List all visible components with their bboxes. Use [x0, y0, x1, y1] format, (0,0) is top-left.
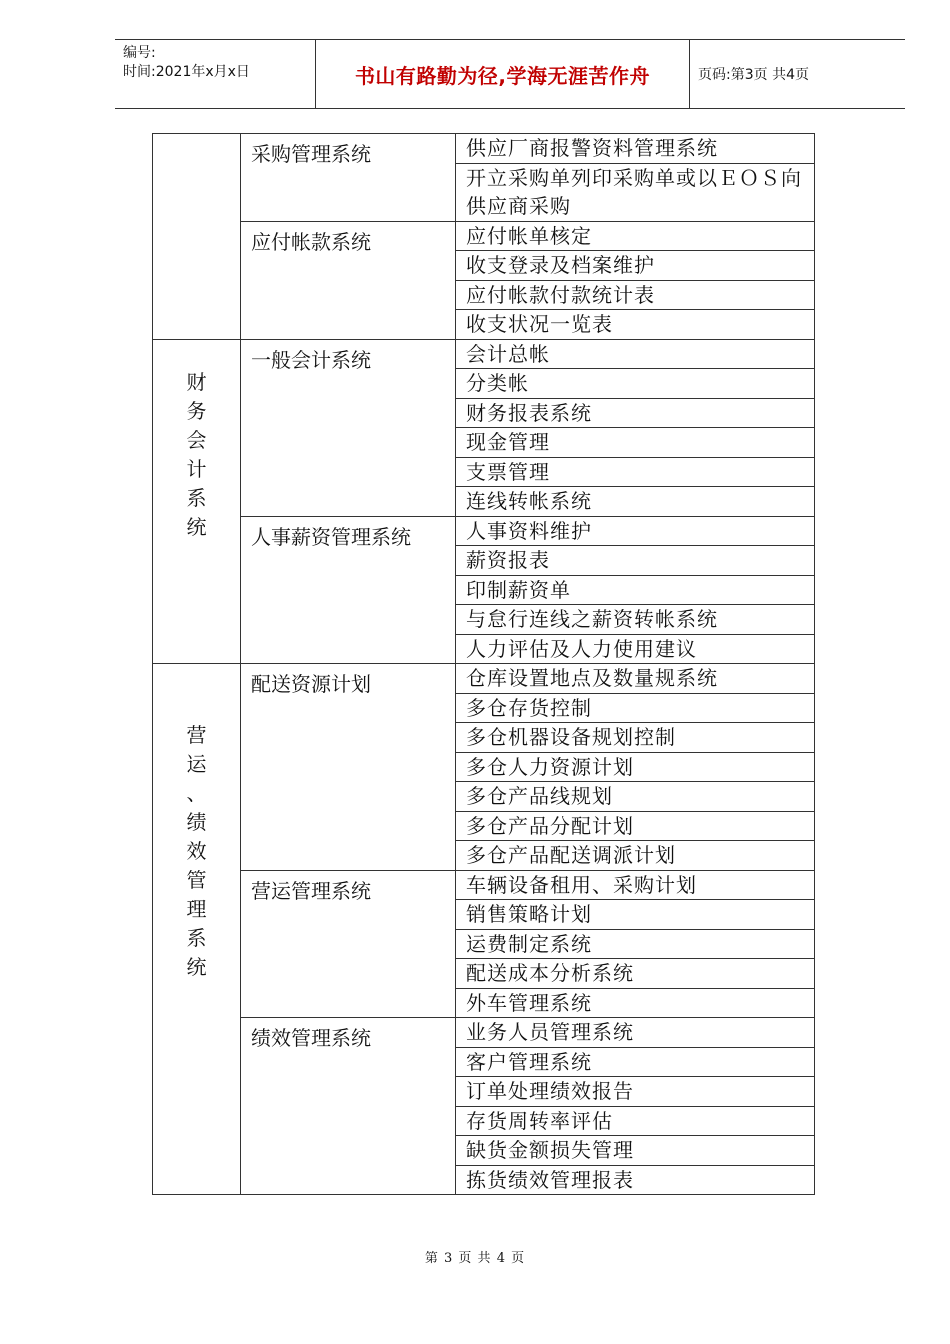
function-item: 多仓机器设备规划控制: [456, 723, 815, 753]
function-item: 多仓产品配送调派计划: [456, 841, 815, 871]
function-item: 收支登录及档案维护: [456, 251, 815, 281]
function-item: 多仓存货控制: [456, 693, 815, 723]
subsystem-cell: 应付帐款系统: [241, 221, 456, 339]
function-item: 与怠行连线之薪资转帐系统: [456, 605, 815, 635]
function-item: 供应厂商报警资料管理系统: [456, 134, 815, 164]
function-item: 运费制定系统: [456, 929, 815, 959]
category-cell: [153, 134, 241, 340]
function-item: 存货周转率评估: [456, 1106, 815, 1136]
function-item: 现金管理: [456, 428, 815, 458]
time-label: 时间:2021年x月x日: [123, 64, 250, 80]
table-row: [153, 1018, 815, 1048]
subsystem-cell: 采购管理系统: [241, 134, 456, 222]
function-item: 开立采购单列印采购单或以ＥＯＳ向供应商采购: [456, 163, 815, 221]
subsystem-cell: 绩效管理系统: [241, 1018, 456, 1195]
function-item: 会计总帐: [456, 339, 815, 369]
system-table: [152, 133, 815, 1195]
header-motto: 书山有路勤为径,学海无涯苦作舟: [316, 40, 690, 108]
function-item: 分类帐: [456, 369, 815, 399]
subsystem-cell: 配送资源计划: [241, 664, 456, 871]
category-cell: [153, 664, 241, 1195]
table-row: [153, 221, 815, 251]
table-row: [153, 870, 815, 900]
category-cell: [153, 339, 241, 664]
function-item: 多仓产品分配计划: [456, 811, 815, 841]
function-item: 收支状况一览表: [456, 310, 815, 340]
function-item: 外车管理系统: [456, 988, 815, 1018]
category-label: 营 运 、 绩 效 管 理 系 统: [186, 723, 207, 979]
function-item: 连线转帐系统: [456, 487, 815, 517]
function-item: 配送成本分析系统: [456, 959, 815, 989]
function-item: 应付帐款付款统计表: [456, 280, 815, 310]
function-item: 人力评估及人力使用建议: [456, 634, 815, 664]
subsystem-cell: 人事薪资管理系统: [241, 516, 456, 664]
function-item: 销售策略计划: [456, 900, 815, 930]
header-meta: [115, 40, 316, 108]
function-item: 人事资料维护: [456, 516, 815, 546]
function-item: 业务人员管理系统: [456, 1018, 815, 1048]
function-item: 缺货金额损失管理: [456, 1136, 815, 1166]
function-item: 订单处理绩效报告: [456, 1077, 815, 1107]
subsystem-cell: 一般会计系统: [241, 339, 456, 516]
function-item: 薪资报表: [456, 546, 815, 576]
header-page-info: 页码:第3页 共4页: [698, 67, 809, 83]
function-item: 拣货绩效管理报表: [456, 1165, 815, 1195]
function-item: 财务报表系统: [456, 398, 815, 428]
function-item: 车辆设备租用、采购计划: [456, 870, 815, 900]
function-item: 支票管理: [456, 457, 815, 487]
function-item: 客户管理系统: [456, 1047, 815, 1077]
table-row: [153, 664, 815, 694]
function-item: 多仓人力资源计划: [456, 752, 815, 782]
page-header: [115, 39, 905, 109]
table-row: [153, 516, 815, 546]
table-row: [153, 134, 815, 164]
number-label: 编号:: [123, 45, 156, 61]
function-item: 多仓产品线规划: [456, 782, 815, 812]
category-label: 财 务 会 计 系 统: [186, 369, 207, 539]
function-item: 应付帐单核定: [456, 221, 815, 251]
table-row: [153, 339, 815, 369]
page-footer: 第 3 页 共 4 页: [424, 1251, 526, 1266]
function-item: 仓库设置地点及数量规系统: [456, 664, 815, 694]
function-item: 印制薪资单: [456, 575, 815, 605]
subsystem-cell: 营运管理系统: [241, 870, 456, 1018]
